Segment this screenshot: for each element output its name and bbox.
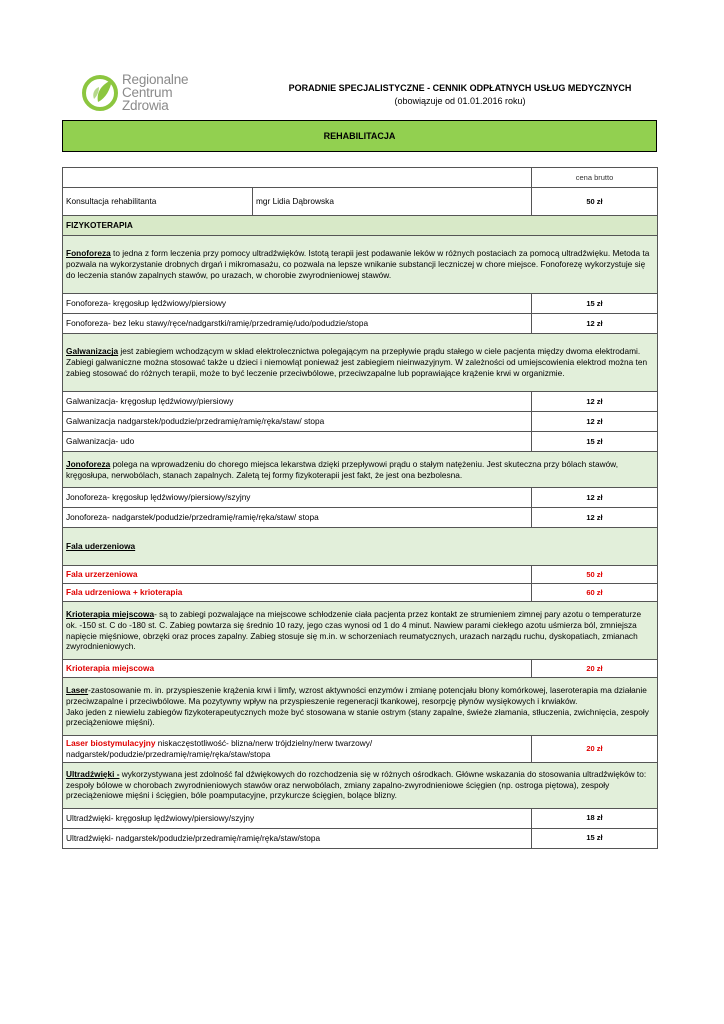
price-column-header: cena brutto (532, 168, 658, 188)
term: Laser (66, 684, 89, 695)
table-row (63, 584, 658, 602)
description-text: jest zabiegiem wchodzącym w skład elektrolecznictwa polegającym na przepływie prądu stałego w ciele pacjenta między dwoma elektrodami. Zabiegi galwaniczne można stosować także u dzieci i niemowląt ponieważ jest zabiegiem nieinwazyjnym. W zależności od umiejscowienia elektrod można ten zabieg stosować do różnych terapii, może to być leczenie przeciwbólowe, przeciwzapalne lub poprawiające krążenie krwi w organizmie. (66, 346, 648, 378)
service-name: Galwanizacja- udo (63, 432, 532, 452)
description-row (63, 334, 658, 392)
price-value: 50 zł (532, 188, 658, 216)
service-name: Fonoforeza- bez leku stawy/ręce/nadgarstki/ramię/przedramię/udo/podudzie/stopa (63, 314, 532, 334)
description-row (63, 762, 658, 808)
table-row (63, 566, 658, 584)
service-detail: niskaczęstotliwość- blizna/nerw trójdzielny/nerw twarzowy/ nadgarstek/podudzie/przedramię/ramię/ręka/staw/stopa (66, 738, 373, 759)
description-text: wykorzystywana jest zdolność fal dźwiękowych do rozchodzenia się w różnych ośrodkach. Główne wskazania do stosowania ultradźwięków to: zespoły bólowe w chorobach zwyrodnieniowych stawów oraz nerwobólach, zmiany zapalno-zwyrodnieniowe ścięgien (np. ostroga piętowa), zespoły przeciążeniowe mięśni i ścięgien, bóle poamputacyjne, przykurcze ścięgien, bolące blizny. (66, 768, 647, 801)
price-value: 20 zł (532, 660, 658, 678)
table-row (63, 392, 658, 412)
category-header-row (63, 528, 658, 566)
logo-text (122, 73, 188, 112)
description-text: - są to zabiegi pozwalające na miejscowe schłodzenie ciała pacjenta przez kontakt ze strumieniem zimnej pary azotu o temperaturze ok. -150 st. C do -180 st. C. Zabieg powtarza się średnio 10 razy, jego czas wynosi od 1 do 4 minut. Nawiew parami ciekłego azotu uśmierza ból, zmniejsza napięcie mięśniowe, obrzęki oraz proces zapalny. Zabieg stosuje się m.in. w schorzeniach reumatycznych, urazach narządu ruchu, dyskopatiach, zmianach zwyrodnieniowych. (66, 608, 642, 652)
term: Ultradźwięki - (66, 768, 120, 779)
section-banner: REHABILITACJA (62, 120, 657, 152)
description-text: polega na wprowadzeniu do chorego miejsca lekarstwa dzięki przepływowi prądu o stałym natężeniu. Jest skuteczna przy bólach stawów, kręgosłupa, nerwobólach, stanach zapalnych. Zaletą tej formy fizykoterapii jest fakt, że jest ona bezbolesna. (66, 458, 619, 480)
table-row (63, 314, 658, 334)
price-value: 15 zł (532, 828, 658, 848)
description-row (63, 236, 658, 294)
service-name: Ultradźwięki- kręgosłup lędźwiowy/piersiowy/szyjny (63, 808, 532, 828)
logo-line-3: Zdrowia (122, 98, 169, 113)
price-value: 12 zł (532, 508, 658, 528)
document-title: PORADNIE SPECJALISTYCZNE - CENNIK ODPŁATNYCH USŁUG MEDYCZNYCH (288, 83, 632, 93)
price-value: 18 zł (532, 808, 658, 828)
table-row (63, 828, 658, 848)
logo-line-2: Centrum (122, 85, 173, 100)
table-row (63, 808, 658, 828)
price-value: 15 zł (532, 294, 658, 314)
price-value: 12 zł (532, 392, 658, 412)
service-name: Konsultacja rehabilitanta (63, 188, 253, 216)
document-subtitle: (obowiązuje od 01.01.2016 roku) (394, 96, 526, 106)
logo-line-1: Regionalne (122, 72, 189, 87)
service-name: Galwanizacja nadgarstek/podudzie/przedramię/ramię/ręka/staw/ stopa (63, 412, 532, 432)
leaf-logo-icon (80, 72, 120, 112)
price-value: 12 zł (532, 488, 658, 508)
description-row (63, 602, 658, 660)
table-row (63, 660, 658, 678)
description-text: -zastosowanie m. in. przyspieszenie krążenia krwi i limfy, wzrost aktywności enzymów i zmianę potencjału błony komórkowej, laseroterapia ma działanie przeciwzapalne i przeciwbólowe. Ma pozytywny wpływ na przyspieszenie regeneracji tkankowej, resorpcję płynów wysiękowych i krwiaków. (66, 684, 647, 706)
service-name: Fala urzerzeniowa (63, 566, 532, 584)
service-name: Fonoforeza- kręgosłup lędźwiowy/piersiowy (63, 294, 532, 314)
term: Galwanizacja (66, 346, 119, 357)
term: Fonoforeza (66, 248, 111, 259)
service-name: Galwanizacja- kręgosłup lędźwiowy/piersiowy (63, 392, 532, 412)
category-header: FIZYKOTERAPIA (63, 216, 658, 236)
term: Krioterapia miejscowa (66, 608, 155, 619)
service-name: Jonoforeza- kręgosłup lędźwiowy/piersiowy/szyjny (63, 488, 532, 508)
description-text-2: Jako jeden z niewielu zabiegów fizykoterapeutycznych może być stosowana w stanie ostrym (stany zapalne, świeże złamania, stłuczenia, zwichnięcia, zespoły przeciążeniowe mięśni). (66, 706, 649, 728)
service-name: Laser biostymulacyjny (66, 738, 156, 748)
price-value: 50 zł (532, 566, 658, 584)
service-name: Ultradźwięki- nadgarstek/podudzie/przedramię/ramię/ręka/staw/stopa (63, 828, 532, 848)
service-name: Fala udrzeniowa + krioterapia (63, 584, 532, 602)
table-row (63, 432, 658, 452)
price-value: 12 zł (532, 314, 658, 334)
table-row (63, 488, 658, 508)
price-value: 20 zł (532, 736, 658, 763)
table-row (63, 412, 658, 432)
clinic-logo (80, 72, 210, 116)
table-row (63, 188, 658, 216)
service-name: Krioterapia miejscowa (63, 660, 532, 678)
term: Jonoforeza (66, 458, 111, 469)
table-row (63, 294, 658, 314)
table-row (63, 508, 658, 528)
price-value: 60 zł (532, 584, 658, 602)
price-header-row (63, 168, 658, 188)
doctor-name: mgr Lidia Dąbrowska (253, 188, 532, 216)
description-row (63, 452, 658, 488)
service-name: Jonoforeza- nadgarstek/podudzie/przedramię/ramię/ręka/staw/ stopa (63, 508, 532, 528)
category-header-row (63, 216, 658, 236)
price-value: 12 zł (532, 412, 658, 432)
description-row (63, 678, 658, 736)
price-table (62, 167, 658, 849)
category-header: Fala uderzeniowa (66, 541, 136, 552)
table-row (63, 736, 658, 763)
description-text: to jedna z form leczenia przy pomocy ultradźwięków. Istotą terapii jest podawanie leków w różnych postaciach za pomocą ultradźwięku. Metoda ta pozwala na wykorzystanie drobnych drgań i mikromasażu, co pozwala na lepsze wnikanie substancji leczniczej w chore miejsce. Fonoforezę wykorzystuje się do leczenia stanów zapalnych stawów, po urazach, w chorobie zwyrodnieniowej stawów. (66, 248, 650, 280)
price-value: 15 zł (532, 432, 658, 452)
